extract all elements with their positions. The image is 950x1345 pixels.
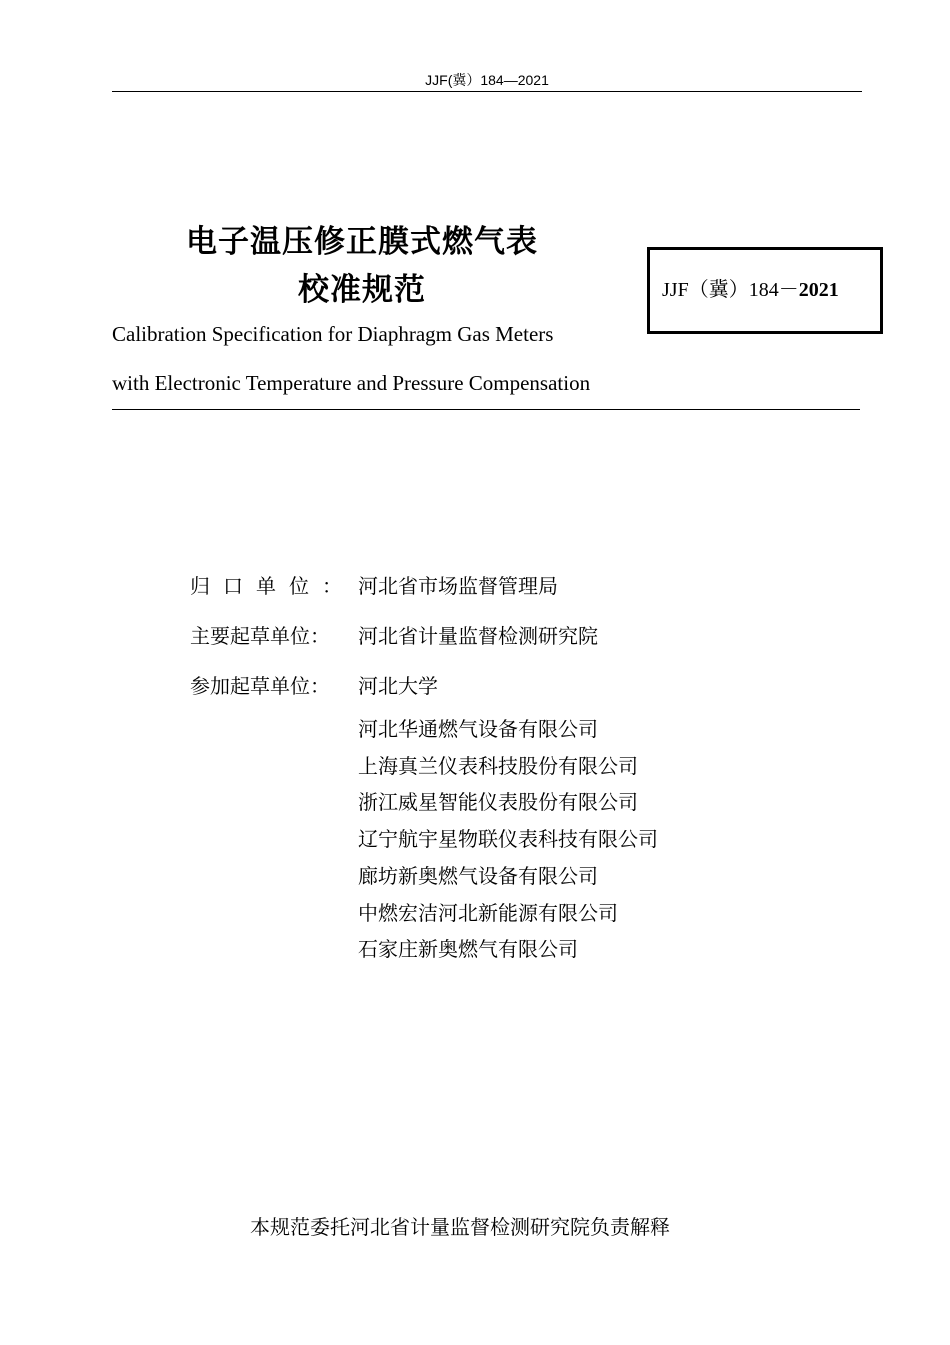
participating-unit: 河北华通燃气设备有限公司: [358, 717, 598, 741]
title-cn-line1: 电子温压修正膜式燃气表: [186, 224, 538, 260]
standard-code-box: [647, 247, 883, 334]
participating-unit-first: 河北大学: [358, 674, 438, 698]
authority-label: 归口单位：: [190, 574, 355, 598]
authority-value: 河北省市场监督管理局: [358, 574, 558, 598]
standard-code-year: 2021: [798, 279, 839, 301]
authority-row: [190, 570, 558, 599]
title-cn-line2: 校准规范: [298, 272, 426, 308]
main-drafter-value: 河北省计量监督检测研究院: [358, 624, 598, 648]
participating-row: [190, 670, 438, 699]
participating-unit: 石家庄新奥燃气有限公司: [358, 937, 578, 962]
running-header-code: JJF(冀）184—2021: [425, 72, 549, 88]
participating-unit: 廊坊新奥燃气设备有限公司: [358, 863, 598, 888]
title-en-line2: with Electronic Temperature and Pressure Compensation: [112, 371, 591, 395]
standard-code-prefix: JJF（冀）184－: [662, 279, 799, 301]
participating-unit-list: [358, 711, 658, 968]
main-drafter-row: [190, 620, 598, 649]
header-rule: [112, 91, 862, 92]
title-rule: [112, 409, 860, 410]
participating-unit: 辽宁航宇星物联仪表科技有限公司: [358, 827, 658, 852]
main-drafter-label: 主要起草单位：: [190, 624, 330, 648]
participating-unit: 中燃宏洁河北新能源有限公司: [358, 900, 618, 925]
standard-code: [662, 273, 839, 302]
title-en-line1: Calibration Specification for Diaphragm Gas Meters: [112, 322, 554, 346]
interpretation-note: 本规范委托河北省计量监督检测研究院负责解释: [250, 1215, 670, 1239]
participating-label: 参加起草单位：: [190, 674, 330, 698]
participating-unit: 上海真兰仪表科技股份有限公司: [358, 753, 638, 778]
participating-unit: 浙江威星智能仪表股份有限公司: [358, 790, 638, 815]
